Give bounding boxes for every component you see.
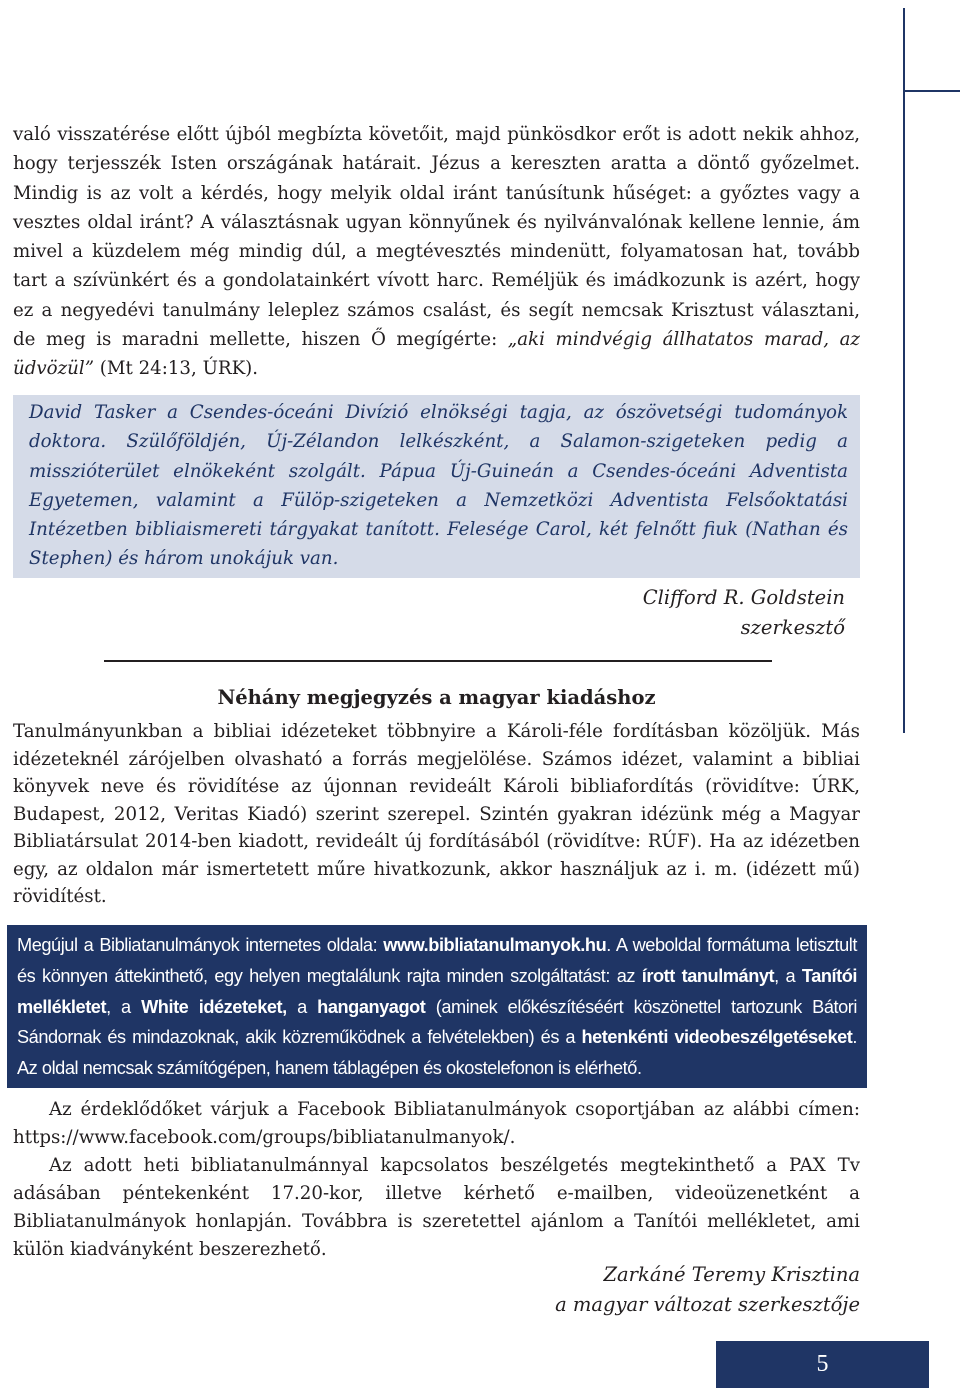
closing-paragraph-1: Az érdeklődőket várjuk a Facebook Bibliatanulmányok csoportjában az alábbi címen: https://www.facebook.com/groups/bibliatanulmanyok/. [13, 1099, 860, 1148]
notes-section [13, 718, 860, 911]
web-text-2: . A weboldal formátuma letisztult és könnyen áttekinthető, egy helyen megtalálunk rajta minden szolgáltatást: az [17, 935, 857, 986]
translator-role: a magyar változat szerkesztője [555, 1293, 860, 1316]
web-text-4: , a [106, 996, 142, 1017]
translator-name: Zarkáné Teremy Krisztina [603, 1263, 860, 1286]
author-bio-text: David Tasker a Csendes-óceáni Divízió elnökségi tagja, az ószövetségi tudományok doktora. Szülőföldjén, Új-Zélandon lelkészként, a Salamon-szigeteken pedig a misszióterület elnökeként szolgált. Pápua Új-Guineán a Csendes-óceáni Adventista Egyetemen, valamint a Fülöp-szigeteken a Nemzetközi Adventista Felsőoktatási Intézetben bibliaismereti tárgyakat tanított. Felesége Carol, két felnőtt fiuk (Nathan és Stephen) és három unokájuk van. [29, 402, 848, 570]
web-text-6: (aminek előkészítéséért köszönettel tartozunk Bátori Sándornak és mindazoknak, akik közreműködnek a felvételekben) és a [17, 996, 857, 1048]
notes-title: Néhány megjegyzés a magyar kiadáshoz [217, 686, 656, 709]
page-number: 5 [716, 1341, 929, 1388]
website-announcement-text [17, 930, 857, 1084]
web-text-1: Megújul a Bibliatanulmányok internetes oldala: [17, 935, 384, 955]
body-text: való visszatérése előtt újból megbízta követőit, majd pünkösdkor erőt is adott nekik ahhoz, hogy terjesszék Isten országának határait. Jézus a kereszten aratta a döntő győzelmet. Mindig is az volt a kérdés, hogy melyik oldal iránt tanúsítunk hűséget: a győztes vagy a vesztes oldal iránt? A választásnak ugyan könnyűnek és nyilvánvalónak kellene lennie, ám mivel a küzdelem még mindig dúl, a megtévesztés mindenütt, folyamatosan hat, tovább tart a szívünkért és a gondolatainkért vívott harc. Reméljük és imádkozunk is azért, hogy ez a negyedévi tanulmány leleplez számos csalást, és segít nemcsak Krisztust választani, de meg is maradni mellette, hiszen Ő megígérte: [13, 124, 860, 351]
bible-quote: „aki mindvégig állhatatos marad, az üdvözül” [13, 329, 860, 380]
editor-role: szerkesztő [740, 616, 845, 639]
web-bold-3: White idézeteket, [141, 996, 287, 1017]
web-bold-2: Tanítói mellékletet [17, 965, 857, 1017]
translator-signature [555, 1260, 860, 1320]
web-text-7: . Az oldal nemcsak számítógépen, hanem táblagépen és okostelefonon is elérhető. [17, 1027, 857, 1079]
notes-text: Tanulmányunkban a bibliai idézeteket többnyire a Károli-féle fordításban közöljük. Más idézeteknél zárójelben olvasható a forrás megjelölése. Számos idézet, valamint a bibliai könyvek neve és rövidítése az újonnan revideált Károli bibliafordítás (rövidítve: ÚRK, Budapest, 2012, Veritas Kiadó) szerint szerepel. Szintén gyakran idézünk még a Magyar Bibliatársulat 2014-ben kiadott, revideált új fordításából (rövidítve: RÚF). Ha az idézetben egy, az oldalon már ismertetett műre hivatkozunk, akkor használjuk az i. m. (idézett mű) rövidítést. [13, 721, 860, 907]
editor-name: Clifford R. Goldstein [642, 586, 845, 609]
main-paragraph [13, 120, 860, 384]
author-bio-box [13, 395, 860, 578]
section-divider [104, 660, 772, 662]
web-bold-1: írott tanulmányt [641, 965, 775, 986]
web-text-3: , a [774, 965, 802, 986]
margin-vertical-rule [903, 8, 905, 733]
website-url[interactable]: www.bibliatanulmanyok.hu [383, 935, 607, 955]
web-bold-4: hanganyagot [317, 996, 426, 1017]
margin-horizontal-rule [903, 90, 960, 92]
website-announcement-box [7, 925, 867, 1088]
web-text-5: a [286, 996, 318, 1017]
closing-paragraph-2: Az adott heti bibliatanulmánnyal kapcsolatos beszélgetés megtekinthető a PAX Tv adásában péntekenként 17.20-kor, illetve kérhető e-mailben, videoüzenetként a Bibliatanulmányok honlapján. Továbbra is szeretettel ajánlom a Tanítói mellékletet, ami külön kiadványként beszerezhető. [13, 1155, 860, 1260]
closing-section [13, 1096, 860, 1264]
bible-reference: (Mt 24:13, ÚRK). [94, 358, 259, 380]
editor-signature [643, 583, 845, 643]
web-bold-5: hetenkénti videobeszélgetéseket [581, 1027, 853, 1048]
